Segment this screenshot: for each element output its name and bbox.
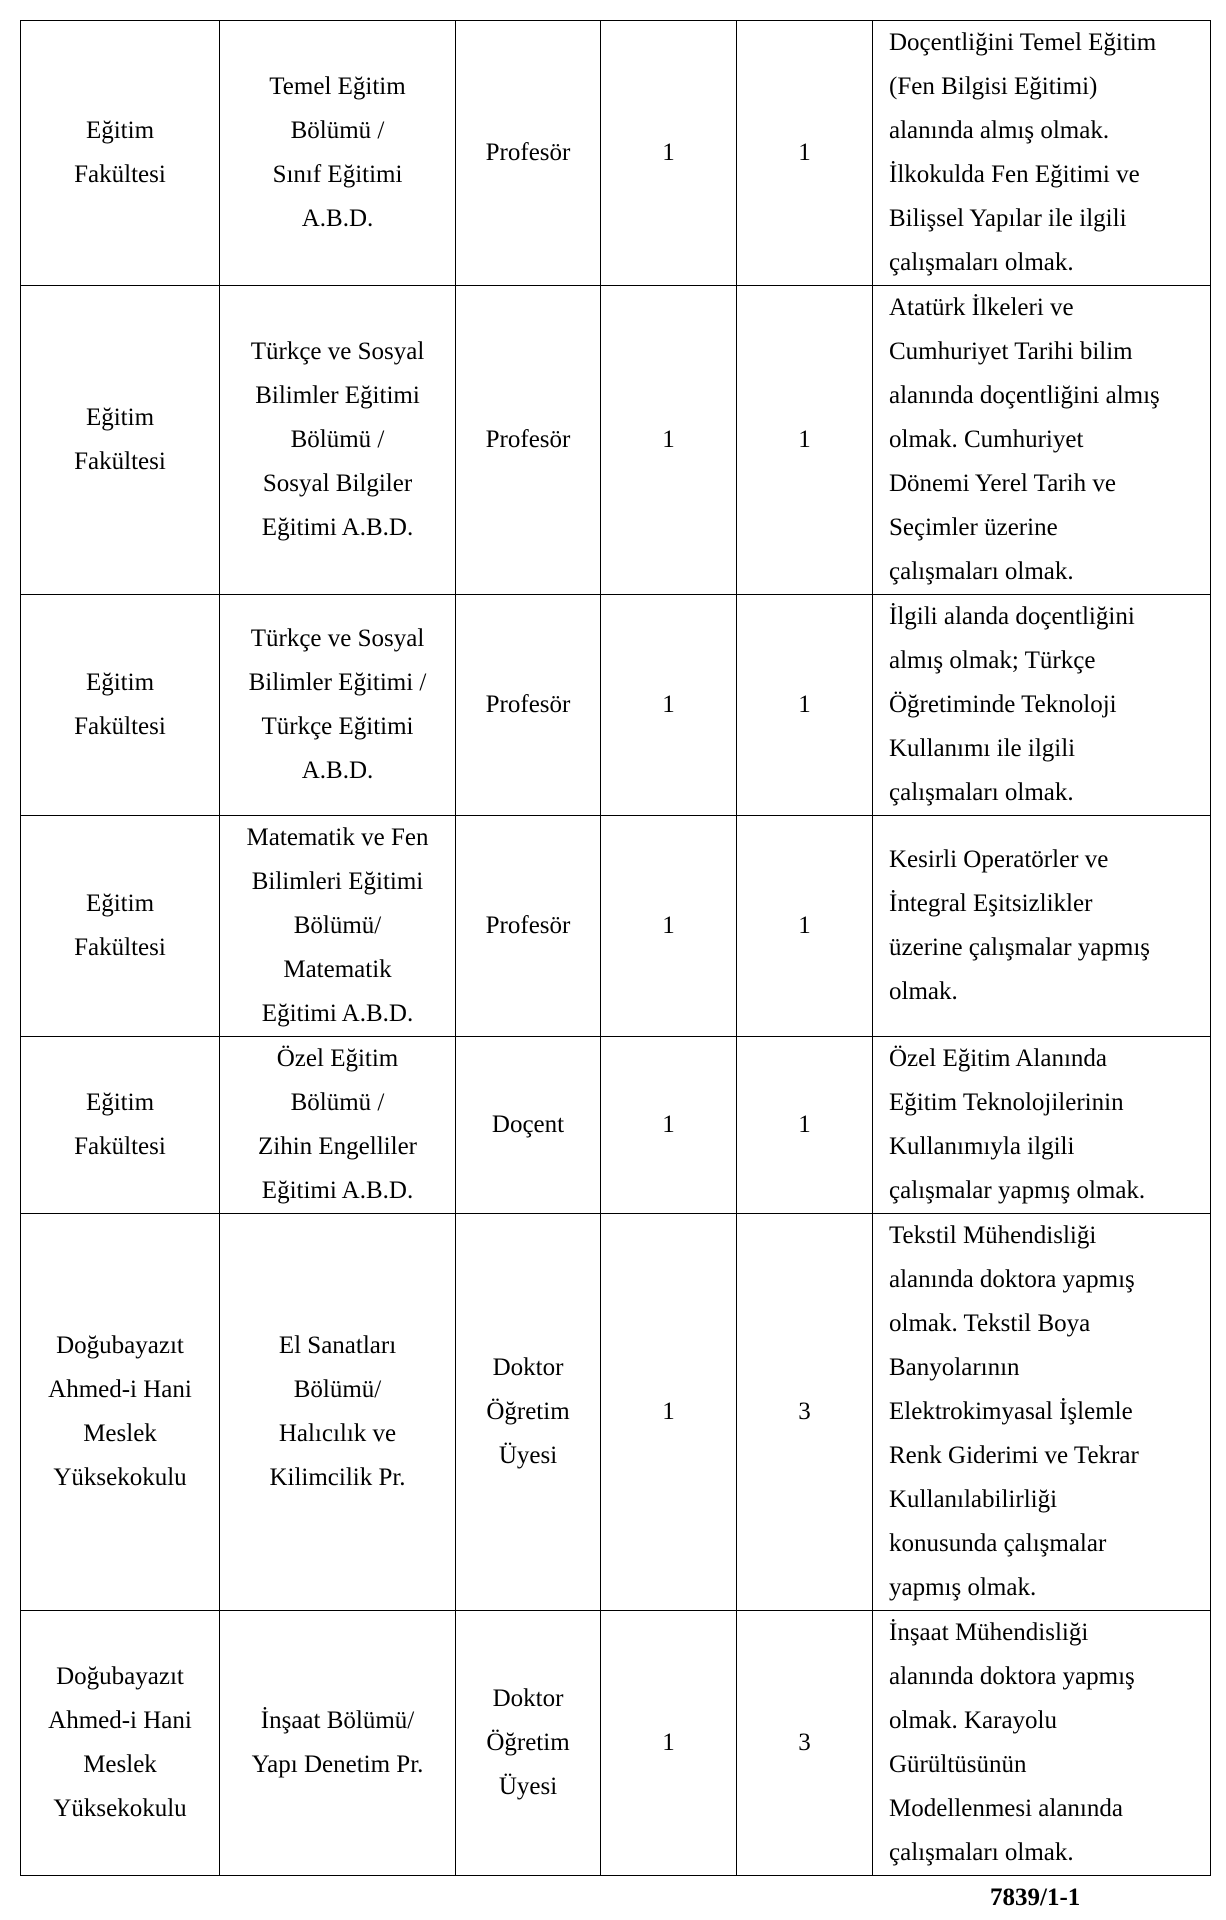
department-cell-line: İnşaat Bölümü/	[260, 1707, 415, 1734]
requirement-cell-line: Kesirli Operatörler ve	[889, 846, 1109, 873]
requirement-cell-line: çalışmaları olmak.	[889, 1839, 1074, 1866]
degree-cell: 1	[601, 286, 737, 595]
title-cell-line: Üyesi	[498, 1442, 558, 1469]
count-cell: 1	[737, 286, 873, 595]
unit-cell-line: Eğitim	[85, 404, 155, 431]
unit-cell	[21, 21, 220, 286]
requirement-cell-line: çalışmaları olmak.	[889, 249, 1074, 276]
requirement-cell-line: alanında almış olmak.	[889, 117, 1110, 144]
title-cell	[456, 816, 601, 1037]
requirement-cell	[873, 1611, 1211, 1876]
requirement-cell-line: konusunda çalışmalar	[889, 1530, 1107, 1557]
requirement-cell-line: üzerine çalışmalar yapmış	[889, 934, 1150, 961]
requirement-cell	[873, 595, 1211, 816]
unit-cell-line: Doğubayazıt	[56, 1663, 184, 1690]
department-cell-line: Bölümü /	[290, 117, 385, 144]
department-cell-line: El Sanatları	[278, 1332, 397, 1359]
requirement-cell-line: İlgili alanda doçentliğini	[889, 603, 1135, 630]
title-cell-line: Profesör	[485, 139, 571, 166]
title-cell	[456, 1611, 601, 1876]
department-cell	[220, 595, 456, 816]
department-cell-line: Bilimleri Eğitimi	[251, 868, 424, 895]
table-row	[21, 21, 1211, 286]
requirement-cell-line: alanında doçentliğini almış	[889, 382, 1160, 409]
count-cell: 1	[737, 816, 873, 1037]
department-cell-line: Bilimler Eğitimi	[255, 382, 420, 409]
requirement-cell-line: çalışmaları olmak.	[889, 558, 1074, 585]
unit-cell	[21, 286, 220, 595]
department-cell-line: Bölümü /	[290, 426, 385, 453]
requirement-cell-line: Seçimler üzerine	[889, 514, 1058, 541]
requirement-cell-line: Öğretiminde Teknoloji	[889, 691, 1117, 718]
requirement-cell-line: olmak. Karayolu	[889, 1707, 1058, 1734]
title-cell-line: Doçent	[491, 1111, 565, 1138]
table-body	[21, 21, 1211, 1876]
title-cell	[456, 286, 601, 595]
department-cell-line: Matematik	[283, 956, 392, 983]
title-cell-line: Doktor	[492, 1354, 564, 1381]
title-cell	[456, 1214, 601, 1611]
requirement-cell-line: İnşaat Mühendisliği	[889, 1619, 1089, 1646]
title-cell-line: Profesör	[485, 691, 571, 718]
degree-cell: 1	[601, 21, 737, 286]
degree-cell: 1	[601, 1037, 737, 1214]
requirement-cell-line: (Fen Bilgisi Eğitimi)	[889, 73, 1098, 100]
degree-cell: 1	[601, 816, 737, 1037]
requirement-cell-line: Kullanımı ile ilgili	[889, 735, 1076, 762]
department-cell	[220, 816, 456, 1037]
requirement-cell-line: Kullanımıyla ilgili	[889, 1133, 1075, 1160]
table-row	[21, 1611, 1211, 1876]
count-cell: 1	[737, 21, 873, 286]
department-cell-line: Eğitimi A.B.D.	[261, 1177, 414, 1204]
requirement-cell-line: almış olmak; Türkçe	[889, 647, 1096, 674]
requirement-cell	[873, 1214, 1211, 1611]
requirement-cell-line: Banyolarının	[889, 1354, 1020, 1381]
unit-cell-line: Fakültesi	[74, 448, 166, 475]
department-cell-line: Eğitimi A.B.D.	[261, 1000, 414, 1027]
title-cell-line: Öğretim	[486, 1398, 570, 1425]
title-cell	[456, 1037, 601, 1214]
department-cell-line: A.B.D.	[301, 757, 374, 784]
unit-cell-line: Eğitim	[85, 669, 155, 696]
department-cell-line: A.B.D.	[301, 205, 374, 232]
department-cell-line: Kilimcilik Pr.	[269, 1464, 406, 1491]
department-cell-line: Bilimler Eğitimi /	[248, 669, 427, 696]
unit-cell	[21, 1611, 220, 1876]
requirement-cell-line: Dönemi Yerel Tarih ve	[889, 470, 1116, 497]
page-code: 7839/1-1	[990, 1884, 1081, 1911]
requirement-cell-line: Cumhuriyet Tarihi bilim	[889, 338, 1133, 365]
unit-cell-line: Ahmed-i Hani	[48, 1376, 192, 1403]
department-cell	[220, 286, 456, 595]
requirement-cell-line: alanında doktora yapmış	[889, 1663, 1135, 1690]
unit-cell-line: Doğubayazıt	[56, 1332, 184, 1359]
unit-cell-line: Yüksekokulu	[53, 1795, 187, 1822]
count-cell: 3	[737, 1214, 873, 1611]
table-row	[21, 1037, 1211, 1214]
table-row	[21, 1214, 1211, 1611]
department-cell	[220, 1214, 456, 1611]
department-cell-line: Bölümü/	[293, 1376, 382, 1403]
requirement-cell-line: İlkokulda Fen Eğitimi ve	[889, 161, 1140, 188]
requirement-cell-line: Renk Giderimi ve Tekrar	[889, 1442, 1139, 1469]
unit-cell-line: Yüksekokulu	[53, 1464, 187, 1491]
department-cell	[220, 1037, 456, 1214]
unit-cell	[21, 816, 220, 1037]
requirement-cell-line: olmak.	[889, 978, 958, 1005]
unit-cell-line: Ahmed-i Hani	[48, 1707, 192, 1734]
unit-cell-line: Eğitim	[85, 1089, 155, 1116]
department-cell-line: Matematik ve Fen	[246, 824, 429, 851]
department-cell-line: Yapı Denetim Pr.	[251, 1751, 424, 1778]
requirement-cell-line: alanında doktora yapmış	[889, 1266, 1135, 1293]
department-cell-line: Özel Eğitim	[276, 1045, 399, 1072]
requirement-cell-line: Eğitim Teknolojilerinin	[889, 1089, 1124, 1116]
unit-cell	[21, 1214, 220, 1611]
requirement-cell-line: Modellenmesi alanında	[889, 1795, 1123, 1822]
title-cell	[456, 595, 601, 816]
requirement-cell-line: çalışmaları olmak.	[889, 779, 1074, 806]
department-cell-line: Halıcılık ve	[278, 1420, 397, 1447]
table-row	[21, 286, 1211, 595]
title-cell-line: Üyesi	[498, 1773, 558, 1800]
unit-cell-line: Meslek	[83, 1420, 157, 1447]
requirement-cell-line: Tekstil Mühendisliği	[889, 1222, 1097, 1249]
requirement-cell-line: yapmış olmak.	[889, 1574, 1037, 1601]
requirement-cell-line: Bilişsel Yapılar ile ilgili	[889, 205, 1127, 232]
department-cell-line: Türkçe ve Sosyal	[250, 338, 425, 365]
requirement-cell-line: Gürültüsünün	[889, 1751, 1027, 1778]
requirement-cell	[873, 286, 1211, 595]
department-cell-line: Türkçe ve Sosyal	[250, 625, 425, 652]
title-cell-line: Öğretim	[486, 1729, 570, 1756]
title-cell-line: Profesör	[485, 912, 571, 939]
department-cell-line: Eğitimi A.B.D.	[261, 514, 414, 541]
requirement-cell-line: çalışmalar yapmış olmak.	[889, 1177, 1146, 1204]
requirement-cell-line: olmak. Cumhuriyet	[889, 426, 1084, 453]
degree-cell: 1	[601, 595, 737, 816]
unit-cell-line: Eğitim	[85, 890, 155, 917]
requirement-cell-line: Elektrokimyasal İşlemle	[889, 1398, 1133, 1425]
requirement-cell-line: Atatürk İlkeleri ve	[889, 294, 1074, 321]
degree-cell: 1	[601, 1214, 737, 1611]
department-cell	[220, 21, 456, 286]
requirement-cell	[873, 816, 1211, 1037]
requirement-cell	[873, 1037, 1211, 1214]
department-cell-line: Temel Eğitim	[269, 73, 406, 100]
unit-cell-line: Fakültesi	[74, 713, 166, 740]
requirement-cell-line: Doçentliğini Temel Eğitim	[889, 29, 1157, 56]
count-cell: 1	[737, 1037, 873, 1214]
unit-cell-line: Fakültesi	[74, 1133, 166, 1160]
requirement-cell-line: İntegral Eşitsizlikler	[889, 890, 1093, 917]
unit-cell-line: Meslek	[83, 1751, 157, 1778]
table-row	[21, 595, 1211, 816]
degree-cell: 1	[601, 1611, 737, 1876]
table-row	[21, 816, 1211, 1037]
department-cell	[220, 1611, 456, 1876]
unit-cell-line: Fakültesi	[74, 934, 166, 961]
requirement-cell	[873, 21, 1211, 286]
unit-cell	[21, 595, 220, 816]
department-cell-line: Sınıf Eğitimi	[272, 161, 403, 188]
department-cell-line: Sosyal Bilgiler	[262, 470, 413, 497]
unit-cell-line: Fakültesi	[74, 161, 166, 188]
department-cell-line: Bölümü/	[293, 912, 382, 939]
title-cell-line: Doktor	[492, 1685, 564, 1712]
count-cell: 3	[737, 1611, 873, 1876]
department-cell-line: Zihin Engelliler	[258, 1133, 417, 1160]
faculty-positions-table	[20, 20, 1211, 1876]
title-cell-line: Profesör	[485, 426, 571, 453]
unit-cell-line: Eğitim	[85, 117, 155, 144]
department-cell-line: Türkçe Eğitimi	[261, 713, 414, 740]
unit-cell	[21, 1037, 220, 1214]
requirement-cell-line: Kullanılabilirliği	[889, 1486, 1058, 1513]
requirement-cell-line: Özel Eğitim Alanında	[889, 1045, 1108, 1072]
requirement-cell-line: olmak. Tekstil Boya	[889, 1310, 1091, 1337]
title-cell	[456, 21, 601, 286]
department-cell-line: Bölümü /	[290, 1089, 385, 1116]
count-cell: 1	[737, 595, 873, 816]
